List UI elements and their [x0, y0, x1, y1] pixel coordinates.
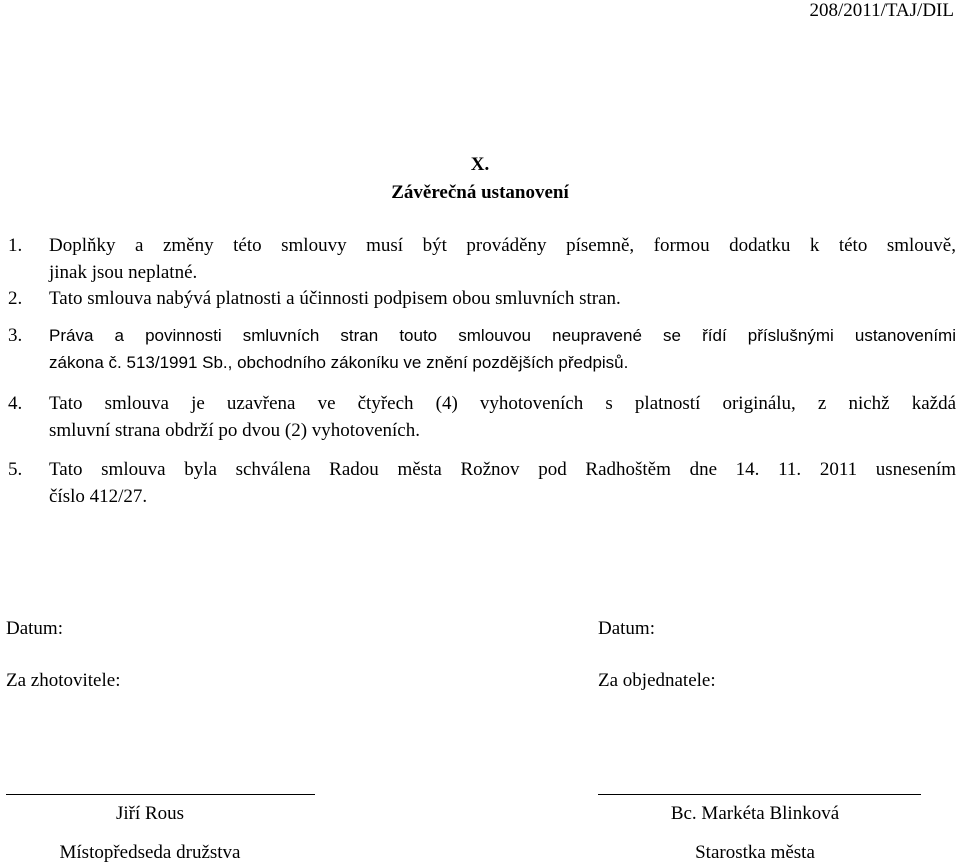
clause-3	[8, 322, 956, 376]
right-party-label: Za objednatele:	[598, 670, 716, 691]
clause-number: 3.	[8, 325, 23, 346]
section-title: Závěrečná ustanovení	[391, 182, 569, 203]
clause-text-line	[49, 349, 956, 376]
left-date-label: Datum:	[6, 618, 63, 639]
clause-number: 5.	[8, 459, 23, 480]
clause-5	[8, 456, 956, 510]
clause-4	[8, 390, 956, 444]
left-signatory-role: Místopředseda družstva	[59, 842, 241, 863]
clause-text-line: Tato smlouva byla schválena Radou města Rožnov pod Radhoštěm dne 14. 11. 2011 usnesením	[49, 459, 956, 480]
left-party-label: Za zhotovitele:	[6, 670, 121, 691]
right-signatory-name: Bc. Markéta Blinková	[670, 803, 840, 824]
clause-text-line: Doplňky a změny této smlouvy musí být prováděny písemně, formou dodatku k této smlouvě,	[49, 235, 956, 256]
clause-text-line: Práva a povinnosti smluvních stran touto smlouvou neupravené se řídí příslušnými ustanoveními	[49, 326, 956, 345]
clause-2	[8, 285, 956, 312]
clause-text-line: číslo 412/27.	[49, 486, 148, 507]
clause-text-line: jinak jsou neplatné.	[49, 262, 198, 283]
clause-number: 4.	[8, 393, 23, 414]
right-signatory-role: Starostka města	[695, 842, 815, 863]
clause-number: 1.	[8, 235, 23, 256]
clause-text-line: smluvní strana obdrží po dvou (2) vyhotoveních.	[49, 420, 420, 441]
clause-number: 2.	[8, 288, 23, 309]
document-reference: 208/2011/TAJ/DIL	[809, 0, 954, 21]
law-reference-continued: , obchodního zákoníku ve znění pozdějších předpisů.	[227, 353, 629, 372]
law-reference: zákona č. 513/1991 Sb.	[49, 353, 228, 372]
right-signature-line	[598, 794, 921, 795]
section-number: X.	[470, 154, 490, 175]
left-signature-line	[6, 794, 315, 795]
clause-text-line: Tato smlouva nabývá platnosti a účinnosti podpisem obou smluvních stran.	[49, 288, 621, 309]
clause-1	[8, 232, 956, 286]
clause-text-line: Tato smlouva je uzavřena ve čtyřech (4) vyhotoveních s platností originálu, z nichž každá	[49, 393, 956, 414]
left-signatory-name: Jiří Rous	[115, 803, 185, 824]
right-date-label: Datum:	[598, 618, 655, 639]
